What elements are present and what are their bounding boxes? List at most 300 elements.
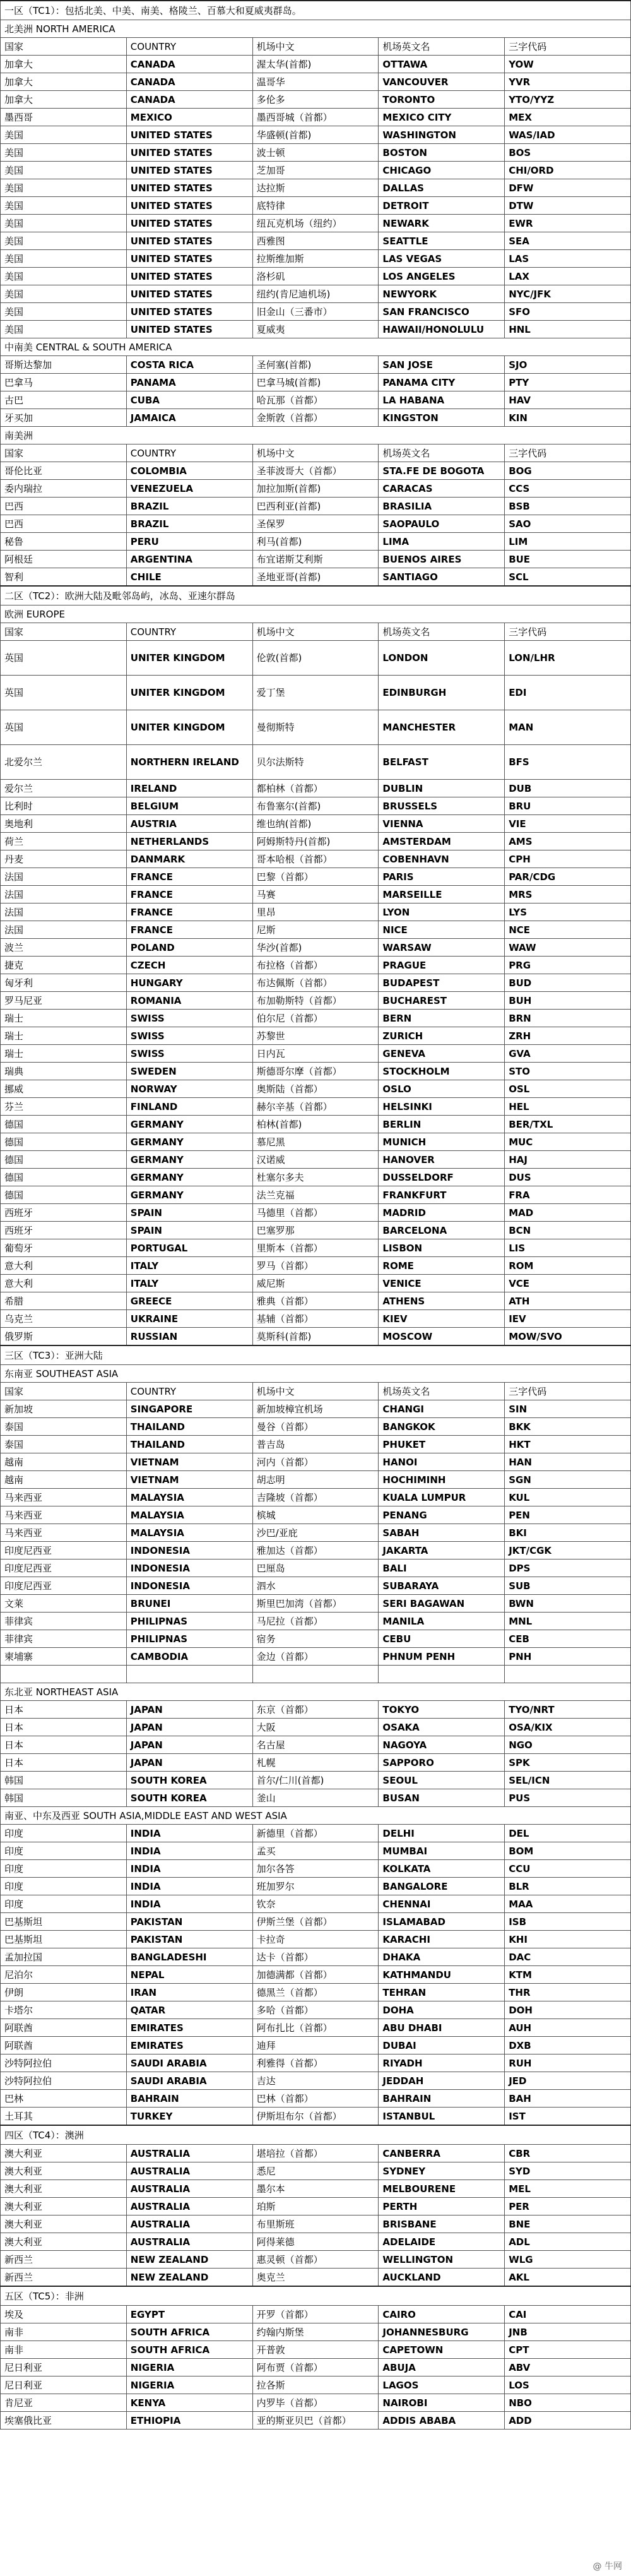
cell-country-cn: 美国 (1, 144, 127, 162)
cell-airport-en: BALI (379, 1559, 505, 1577)
table-row (1, 73, 631, 91)
cell-airport-en: DHAKA (379, 1948, 505, 1966)
cell-airport-cn: 巴塞罗那 (252, 1222, 379, 1239)
cell-airport-en: GENEVA (379, 1045, 505, 1063)
cell-airport-cn: 伯尔尼（首都） (252, 1010, 379, 1027)
cell-country-en: NETHERLANDS (126, 833, 252, 850)
table-row (1, 1436, 631, 1453)
cell-iata-code: ATH (505, 1292, 631, 1310)
table-row (1, 1506, 631, 1524)
cell-country-cn: 美国 (1, 250, 127, 268)
cell-country-en: NEW ZEALAND (126, 2269, 252, 2287)
cell-iata-code: BUH (505, 992, 631, 1010)
cell-country-cn: 加拿大 (1, 56, 127, 73)
cell-country-cn: 澳大利亚 (1, 2215, 127, 2233)
cell-airport-en: TORONTO (379, 91, 505, 109)
table-row (1, 1418, 631, 1436)
table-row (1, 551, 631, 568)
cell-iata-code: DXB (505, 2037, 631, 2054)
table-row (1, 2019, 631, 2037)
cell-iata-code: BOM (505, 1842, 631, 1860)
table-row (1, 1966, 631, 1984)
cell-country-cn: 美国 (1, 285, 127, 303)
cell-iata-code: NBO (505, 2394, 631, 2412)
table-row (1, 374, 631, 391)
cell-airport-en (379, 1666, 505, 1683)
cell-airport-cn: 布里斯班 (252, 2215, 379, 2233)
cell-airport-cn: 新加坡樟宜机场 (252, 1400, 379, 1418)
zone-heading-text: 二区（TC2）：欧洲大陆及毗邻岛屿，冰岛、亚速尔群岛 (1, 586, 631, 605)
cell-iata-code: AMS (505, 833, 631, 850)
cell-country-en: IRAN (126, 1984, 252, 2001)
table-row (1, 1577, 631, 1595)
cell-country-en: FRANCE (126, 886, 252, 903)
cell-airport-en: BELFAST (379, 745, 505, 780)
cell-country-en: FINLAND (126, 1098, 252, 1116)
cell-airport-cn: 夏威夷 (252, 321, 379, 338)
cell-country-en: SAUDI ARABIA (126, 2072, 252, 2090)
cell-airport-en: KIEV (379, 1310, 505, 1328)
cell-airport-cn: 班加罗尔 (252, 1878, 379, 1895)
table-row (1, 1613, 631, 1630)
cell-airport-cn: 哈瓦那（首都） (252, 391, 379, 409)
table-row (1, 1328, 631, 1346)
cell-iata-code: MAA (505, 1895, 631, 1913)
cell-iata-code: DEL (505, 1825, 631, 1842)
cell-airport-en: MEXICO CITY (379, 109, 505, 126)
cell-airport-en: MUNICH (379, 1133, 505, 1151)
table-row (1, 1400, 631, 1418)
cell-airport-cn: 开罗（首都） (252, 2306, 379, 2323)
cell-country-cn: 波兰 (1, 939, 127, 957)
cell-airport-en: HAWAII/HONOLULU (379, 321, 505, 338)
table-row (1, 109, 631, 126)
cell-airport-en: VENICE (379, 1275, 505, 1292)
cell-airport-cn: 沙巴/亚庇 (252, 1524, 379, 1542)
table-row (1, 2394, 631, 2412)
cell-airport-cn: 伊斯坦布尔（首都） (252, 2108, 379, 2126)
cell-airport-cn: 布达佩斯（首都） (252, 974, 379, 992)
cell-country-cn: 越南 (1, 1453, 127, 1471)
region-heading (1, 605, 631, 623)
cell-country-en: UNITER KINGDOM (126, 710, 252, 745)
cell-country-cn: 南非 (1, 2341, 127, 2359)
header-country-en: COUNTRY (126, 444, 252, 462)
cell-country-cn: 印度 (1, 1860, 127, 1878)
cell-airport-en: LISBON (379, 1239, 505, 1257)
table-row (1, 2376, 631, 2394)
header-country-cn: 国家 (1, 444, 127, 462)
cell-country-cn: 尼日利亚 (1, 2359, 127, 2376)
cell-airport-cn: 雅典（首都） (252, 1292, 379, 1310)
header-country-cn: 国家 (1, 1383, 127, 1400)
cell-airport-en: PENANG (379, 1506, 505, 1524)
table-row (1, 1186, 631, 1204)
region-heading (1, 1365, 631, 1383)
region-heading-text: 南美洲 (1, 427, 631, 444)
table-row (1, 321, 631, 338)
cell-airport-en: DUBLIN (379, 780, 505, 797)
cell-country-en: PERU (126, 533, 252, 551)
cell-airport-en: LONDON (379, 641, 505, 676)
table-row (1, 1310, 631, 1328)
table-row (1, 850, 631, 868)
cell-iata-code: CBR (505, 2145, 631, 2162)
table-row (1, 126, 631, 144)
cell-iata-code: SEL/ICN (505, 1772, 631, 1789)
cell-country-en: INDIA (126, 1895, 252, 1913)
cell-iata-code: CCS (505, 480, 631, 498)
cell-airport-cn: 纽约(肯尼迪机场) (252, 285, 379, 303)
cell-country-cn: 罗马尼亚 (1, 992, 127, 1010)
cell-iata-code: OSL (505, 1080, 631, 1098)
cell-airport-cn: 伦敦(首都) (252, 641, 379, 676)
cell-iata-code: PAR/CDG (505, 868, 631, 886)
cell-airport-cn: 吉达 (252, 2072, 379, 2090)
cell-iata-code: DFW (505, 179, 631, 197)
cell-airport-cn: 芝加哥 (252, 162, 379, 179)
cell-airport-cn: 首尔/仁川(首都) (252, 1772, 379, 1789)
cell-country-cn: 德国 (1, 1151, 127, 1169)
cell-airport-cn: 西雅图 (252, 232, 379, 250)
cell-airport-cn: 新德里（首都） (252, 1825, 379, 1842)
cell-country-en: CANADA (126, 91, 252, 109)
cell-airport-cn: 柏林(首都) (252, 1116, 379, 1133)
cell-airport-en: SAPPORO (379, 1754, 505, 1772)
cell-airport-en: NAGOYA (379, 1736, 505, 1754)
cell-iata-code: SEA (505, 232, 631, 250)
cell-country-en: SWISS (126, 1045, 252, 1063)
cell-airport-cn: 阿得莱德 (252, 2233, 379, 2251)
cell-country-cn: 乌克兰 (1, 1310, 127, 1328)
table-row (1, 921, 631, 939)
header-country-cn: 国家 (1, 38, 127, 56)
cell-iata-code: LON/LHR (505, 641, 631, 676)
cell-iata-code: SGN (505, 1471, 631, 1489)
cell-airport-cn: 开普敦 (252, 2341, 379, 2359)
cell-country-en: CANADA (126, 73, 252, 91)
cell-country-en: THAILAND (126, 1436, 252, 1453)
cell-airport-en: CHICAGO (379, 162, 505, 179)
table-row (1, 2251, 631, 2269)
cell-airport-en: SUBARAYA (379, 1577, 505, 1595)
cell-country-en: CZECH (126, 957, 252, 974)
cell-country-en: PHILIPNAS (126, 1613, 252, 1630)
watermark: @ 牛网 (593, 2561, 622, 2572)
cell-iata-code: BKK (505, 1418, 631, 1436)
table-row (1, 1772, 631, 1789)
cell-country-en: INDIA (126, 1860, 252, 1878)
table-row (1, 1895, 631, 1913)
table-row (1, 1542, 631, 1559)
cell-airport-cn: 多哈（首都） (252, 2001, 379, 2019)
cell-airport-en: KARACHI (379, 1931, 505, 1948)
table-row (1, 285, 631, 303)
table-row (1, 797, 631, 815)
cell-country-cn: 美国 (1, 126, 127, 144)
cell-airport-en: DALLAS (379, 179, 505, 197)
cell-country-en: SPAIN (126, 1204, 252, 1222)
cell-iata-code: DOH (505, 2001, 631, 2019)
cell-iata-code: CCU (505, 1860, 631, 1878)
table-row (1, 356, 631, 374)
cell-country-cn: 澳大利亚 (1, 2162, 127, 2180)
cell-country-en: UNITED STATES (126, 162, 252, 179)
cell-iata-code: MUC (505, 1133, 631, 1151)
cell-iata-code: EWR (505, 215, 631, 232)
cell-iata-code: GVA (505, 1045, 631, 1063)
cell-iata-code: DTW (505, 197, 631, 215)
cell-airport-en: CHENNAI (379, 1895, 505, 1913)
cell-airport-en: RIYADH (379, 2054, 505, 2072)
cell-airport-cn: 内罗毕（首都） (252, 2394, 379, 2412)
cell-airport-cn: 巴拿马城(首都) (252, 374, 379, 391)
cell-iata-code: HEL (505, 1098, 631, 1116)
cell-iata-code: FRA (505, 1186, 631, 1204)
cell-country-cn: 马来西亚 (1, 1506, 127, 1524)
cell-country-cn: 委内瑞拉 (1, 480, 127, 498)
table-row (1, 268, 631, 285)
cell-airport-en: PHNUM PENH (379, 1648, 505, 1666)
cell-airport-en: COBENHAVN (379, 850, 505, 868)
cell-country-cn: 阿联酋 (1, 2019, 127, 2037)
cell-airport-en: VIENNA (379, 815, 505, 833)
cell-airport-cn: 巴黎（首都） (252, 868, 379, 886)
cell-airport-en: BRISBANE (379, 2215, 505, 2233)
cell-iata-code: SPK (505, 1754, 631, 1772)
cell-airport-en: MANCHESTER (379, 710, 505, 745)
cell-iata-code: SFO (505, 303, 631, 321)
cell-iata-code: PER (505, 2198, 631, 2215)
cell-country-en: CHILE (126, 568, 252, 587)
table-row (1, 1116, 631, 1133)
cell-country-en: COLOMBIA (126, 462, 252, 480)
table-row (1, 1789, 631, 1807)
header-country-cn: 国家 (1, 623, 127, 641)
cell-country-en: ROMANIA (126, 992, 252, 1010)
cell-country-en: UNITED STATES (126, 215, 252, 232)
cell-country-cn: 捷克 (1, 957, 127, 974)
cell-iata-code: NYC/JFK (505, 285, 631, 303)
table-row (1, 215, 631, 232)
cell-country-en: ETHIOPIA (126, 2412, 252, 2430)
cell-airport-cn: 墨尔本 (252, 2180, 379, 2198)
cell-airport-cn: 普吉岛 (252, 1436, 379, 1453)
cell-airport-cn: 胡志明 (252, 1471, 379, 1489)
table-row (1, 1648, 631, 1666)
cell-country-cn: 印度 (1, 1895, 127, 1913)
cell-airport-en: ATHENS (379, 1292, 505, 1310)
cell-country-cn: 澳大利亚 (1, 2198, 127, 2215)
table-row (1, 1825, 631, 1842)
cell-airport-cn: 阿姆斯特丹(首都) (252, 833, 379, 850)
cell-country-en: POLAND (126, 939, 252, 957)
cell-airport-en: BUDAPEST (379, 974, 505, 992)
cell-airport-en: CARACAS (379, 480, 505, 498)
table-row (1, 992, 631, 1010)
cell-iata-code: BOG (505, 462, 631, 480)
cell-airport-cn: 墨西哥城（首都） (252, 109, 379, 126)
cell-country-cn: 孟加拉国 (1, 1948, 127, 1966)
cell-airport-en: WELLINGTON (379, 2251, 505, 2269)
cell-iata-code: MAD (505, 1204, 631, 1222)
table-row (1, 462, 631, 480)
table-row (1, 1169, 631, 1186)
cell-airport-en: STOCKHOLM (379, 1063, 505, 1080)
region-heading (1, 20, 631, 38)
table-row (1, 2198, 631, 2215)
cell-country-en: TURKEY (126, 2108, 252, 2126)
table-row (1, 1063, 631, 1080)
cell-iata-code: PEN (505, 1506, 631, 1524)
cell-airport-cn: 阿布扎比（首都） (252, 2019, 379, 2037)
table-row (1, 868, 631, 886)
cell-airport-cn: 威尼斯 (252, 1275, 379, 1292)
table-row (1, 1257, 631, 1275)
cell-iata-code: BUD (505, 974, 631, 992)
cell-country-cn: 沙特阿拉伯 (1, 2072, 127, 2090)
cell-airport-cn: 马德里（首都） (252, 1204, 379, 1222)
cell-country-cn: 加拿大 (1, 73, 127, 91)
cell-airport-en: KATHMANDU (379, 1966, 505, 1984)
cell-airport-en: VANCOUVER (379, 73, 505, 91)
cell-country-cn: 北爱尔兰 (1, 745, 127, 780)
cell-airport-en: CHANGI (379, 1400, 505, 1418)
header-iata-code: 三字代码 (505, 623, 631, 641)
cell-country-cn: 法国 (1, 868, 127, 886)
cell-country-cn: 阿根廷 (1, 551, 127, 568)
table-row (1, 303, 631, 321)
cell-airport-cn: 伊斯兰堡（首都） (252, 1913, 379, 1931)
cell-country-en: CAMBODIA (126, 1648, 252, 1666)
cell-airport-cn: 华盛顿(首都) (252, 126, 379, 144)
cell-country-cn: 葡萄牙 (1, 1239, 127, 1257)
cell-country-cn: 阿联酋 (1, 2037, 127, 2054)
table-row (1, 232, 631, 250)
cell-country-cn: 比利时 (1, 797, 127, 815)
cell-iata-code: ZRH (505, 1027, 631, 1045)
cell-country-en: AUSTRALIA (126, 2215, 252, 2233)
cell-airport-cn: 底特律 (252, 197, 379, 215)
cell-country-en: INDONESIA (126, 1559, 252, 1577)
cell-airport-en: OSAKA (379, 1719, 505, 1736)
table-row (1, 1453, 631, 1471)
cell-iata-code: MAN (505, 710, 631, 745)
table-row (1, 515, 631, 533)
cell-airport-en: NICE (379, 921, 505, 939)
cell-airport-cn: 金边（首都） (252, 1648, 379, 1666)
cell-airport-cn: 布鲁塞尔(首都) (252, 797, 379, 815)
table-row (1, 1719, 631, 1736)
cell-airport-cn: 名古屋 (252, 1736, 379, 1754)
cell-country-en: UNITED STATES (126, 179, 252, 197)
cell-iata-code: CEB (505, 1630, 631, 1648)
cell-airport-cn: 曼彻斯特 (252, 710, 379, 745)
cell-iata-code: JED (505, 2072, 631, 2090)
cell-iata-code: LAX (505, 268, 631, 285)
cell-iata-code: RUH (505, 2054, 631, 2072)
cell-country-en (126, 1666, 252, 1683)
cell-iata-code: HAV (505, 391, 631, 409)
cell-country-en: PANAMA (126, 374, 252, 391)
table-row (1, 2341, 631, 2359)
cell-airport-en: DUSSELDORF (379, 1169, 505, 1186)
cell-country-en: GERMANY (126, 1169, 252, 1186)
header-iata-code: 三字代码 (505, 1383, 631, 1400)
cell-airport-cn: 堪培拉（首都） (252, 2145, 379, 2162)
table-row (1, 2269, 631, 2287)
table-row (1, 939, 631, 957)
cell-iata-code: SCL (505, 568, 631, 587)
cell-airport-en: HELSINKI (379, 1098, 505, 1116)
region-heading-text: 中南美 CENTRAL & SOUTH AMERICA (1, 338, 631, 356)
table-row (1, 533, 631, 551)
table-row (1, 498, 631, 515)
table-row (1, 676, 631, 710)
cell-country-cn: 韩国 (1, 1789, 127, 1807)
cell-airport-en: BANGKOK (379, 1418, 505, 1436)
cell-iata-code: BOS (505, 144, 631, 162)
cell-airport-cn: 拉斯维加斯 (252, 250, 379, 268)
cell-iata-code: MOW/SVO (505, 1328, 631, 1346)
cell-country-cn: 菲律宾 (1, 1613, 127, 1630)
cell-iata-code: HAN (505, 1453, 631, 1471)
cell-country-cn: 沙特阿拉伯 (1, 2054, 127, 2072)
cell-country-en: CUBA (126, 391, 252, 409)
table-row (1, 1559, 631, 1577)
cell-airport-cn: 卡拉奇 (252, 1931, 379, 1948)
cell-airport-cn: 马尼拉（首都） (252, 1613, 379, 1630)
cell-iata-code: KTM (505, 1966, 631, 1984)
cell-country-cn: 南非 (1, 2323, 127, 2341)
cell-country-cn: 希腊 (1, 1292, 127, 1310)
table-row (1, 2233, 631, 2251)
region-heading-text: 东南亚 SOUTHEAST ASIA (1, 1365, 631, 1383)
cell-country-cn: 埃塞俄比亚 (1, 2412, 127, 2430)
cell-airport-en: NEWARK (379, 215, 505, 232)
cell-country-cn: 英国 (1, 641, 127, 676)
cell-country-cn: 德国 (1, 1186, 127, 1204)
cell-country-cn: 澳大利亚 (1, 2180, 127, 2198)
cell-iata-code: VCE (505, 1275, 631, 1292)
cell-airport-cn: 悉尼 (252, 2162, 379, 2180)
cell-airport-en: ABUJA (379, 2359, 505, 2376)
cell-country-en: FRANCE (126, 903, 252, 921)
cell-country-en: SOUTH AFRICA (126, 2323, 252, 2341)
cell-airport-cn: 哥本哈根（首都） (252, 850, 379, 868)
cell-iata-code: MEL (505, 2180, 631, 2198)
cell-country-cn: 哥斯达黎加 (1, 356, 127, 374)
cell-country-en: ARGENTINA (126, 551, 252, 568)
cell-country-cn: 新加坡 (1, 1400, 127, 1418)
zone-heading-text: 三区（TC3）：亚洲大陆 (1, 1345, 631, 1365)
cell-airport-en: ADDIS ABABA (379, 2412, 505, 2430)
cell-country-cn: 巴西 (1, 498, 127, 515)
cell-iata-code: BSB (505, 498, 631, 515)
cell-iata-code: LYS (505, 903, 631, 921)
cell-airport-cn: 圣保罗 (252, 515, 379, 533)
cell-iata-code: OSA/KIX (505, 1719, 631, 1736)
cell-airport-en: EDINBURGH (379, 676, 505, 710)
cell-airport-en: ROME (379, 1257, 505, 1275)
cell-country-en: INDIA (126, 1842, 252, 1860)
cell-airport-cn: 布拉格（首都） (252, 957, 379, 974)
cell-country-cn: 日本 (1, 1754, 127, 1772)
cell-country-en: UNITED STATES (126, 197, 252, 215)
table-row (1, 2162, 631, 2180)
cell-airport-en: DETROIT (379, 197, 505, 215)
cell-country-en: SWEDEN (126, 1063, 252, 1080)
